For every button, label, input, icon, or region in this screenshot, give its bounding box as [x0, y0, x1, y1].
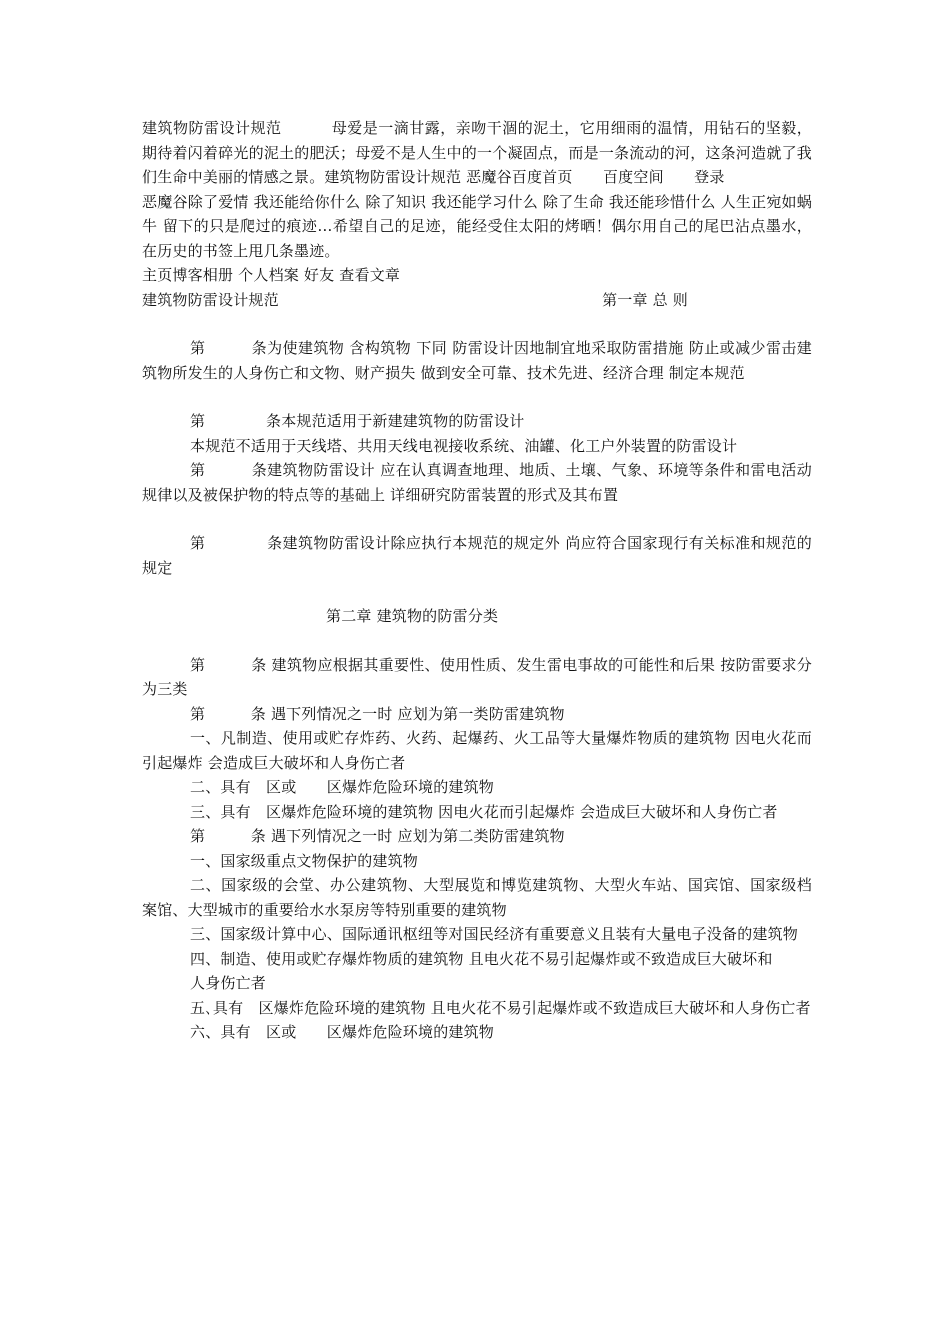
chapter2-item-2-1: 一、国家级重点文物保护的建筑物	[190, 851, 419, 870]
chapter2-item-2-6: 六、具有 区或 区爆炸危险环境的建筑物	[190, 1023, 495, 1041]
chapter2-item-2-2: 二、国家级的会堂、办公建筑物、大型展览和博览建筑物、大型火车站、国宾馆、国家级档案馆、大型城市的重要给水水泵房等特别重要的建筑物	[142, 876, 812, 919]
chapter1-article-1: 第 条为使建筑物 含构筑物 下同 防雷设计因地制宜地采取防雷措施 防止或减少雷击建筑物所发生的人身伤亡和文物、财产损失 做到安全可靠、技术先进、经济合理 制定本规范	[142, 339, 812, 382]
title-row	[142, 288, 812, 313]
chapter2-item-2-4: 四、制造、使用或贮存爆炸物质的建筑物 且电火花不易引起爆炸或不致造成巨大破坏和	[190, 949, 773, 968]
doc-title: 建筑物防雷设计规范	[142, 290, 279, 309]
chapter2-item-2-5: 五､具有 区爆炸危险环境的建筑物 且电火花不易引起爆炸或不致造成巨大破坏和人身伤亡者	[190, 998, 811, 1017]
chapter2-item-2-3: 三、国家级计算中心、国际通讯枢纽等对国民经济有重要意义且装有大量电子没备的建筑物	[190, 925, 799, 943]
blog-motto: 恶魔谷除了爱情 我还能给你什么 除了知识 我还能学习什么 除了生命 我还能珍惜什么 人生正宛如蜗牛 留下的只是爬过的痕迹…希望自己的足迹，能经受住太阳的烤晒！偶尔用自己的尾巴沾点墨水，在历史的书签上甩几条墨迹。	[142, 192, 812, 260]
chapter1-article-2: 第 条本规范适用于新建建筑物的防雷设计	[190, 412, 525, 430]
chapter2-article-2: 第 条 遇下列情况之一时 应划为第一类防雷建筑物	[190, 704, 565, 723]
intro-text: 母爱是一滴甘露，亲吻干涸的泥土，它用细雨的温情，用钻石的坚毅，期待着闪着碎光的泥土的肥沃；母爱不是人生中的一个凝固点，而是一条流动的河，这条河造就了我们生命中美丽的情感之景。建筑物防雷设计规范 恶魔谷百度首页 百度空间 登录	[142, 119, 812, 186]
intro-paragraph	[142, 116, 812, 190]
document-page	[142, 116, 812, 1045]
chapter2-article-1: 第 条 建筑物应根据其重要性、使用性质、发生雷电事故的可能性和后果 按防雷要求分为三类	[142, 655, 812, 698]
chapter1-article-3: 第 条建筑物防雷设计 应在认真调查地理、地质、土壤、气象、环境等条件和雷电活动规律以及被保护物的特点等的基础上 详细研究防雷装置的形式及其布置	[142, 461, 812, 504]
chapter1-title: 第一章 总 则	[602, 290, 688, 309]
chapter1-article-4: 第 条建筑物防雷设计除应执行本规范的规定外 尚应符合国家现行有关标准和规范的规定	[142, 534, 812, 577]
chapter2-title: 第二章 建筑物的防雷分类	[326, 607, 499, 625]
chapter2-item-1-2: 二、具有 区或 区爆炸危险环境的建筑物	[190, 778, 495, 796]
chapter1-article-2-note: 本规范不适用于天线塔、共用天线电视接收系统、油罐、化工户外装置的防雷设计	[190, 436, 738, 455]
chapter2-item-1-1: 一、凡制造、使用或贮存炸药、火药、起爆药、火工品等大量爆炸物质的建筑物 因电火花而引起爆炸 会造成巨大破坏和人身伤亡者	[142, 729, 812, 772]
chapter2-article-3: 第 条 遇下列情况之一时 应划为第二类防雷建筑物	[190, 827, 565, 845]
chapter2-item-2-4-cont: 人身伤亡者	[190, 974, 267, 992]
blog-nav[interactable]: 主页博客相册 个人档案 好友 查看文章	[142, 266, 401, 284]
chapter2-item-1-3: 三、具有 区爆炸危险环境的建筑物 因电火花而引起爆炸 会造成巨大破坏和人身伤亡者	[190, 802, 778, 821]
intro-title: 建筑物防雷设计规范	[142, 119, 282, 137]
